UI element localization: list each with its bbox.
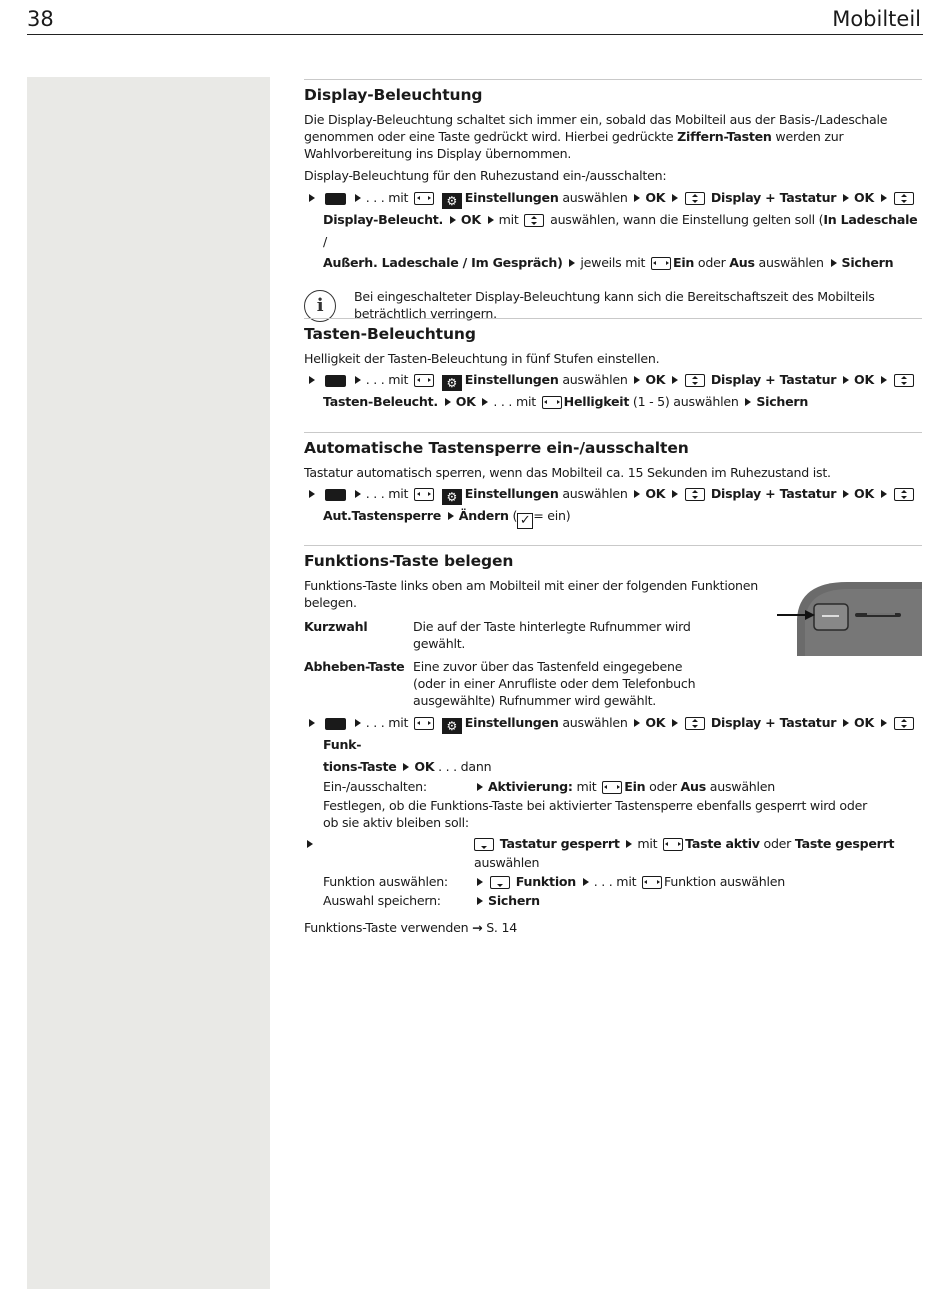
info-icon: i	[304, 290, 336, 322]
step-text: jeweils mit	[580, 255, 646, 270]
intro-part: Die Display-Beleuchtung schaltet sich immer ein, sobald das Mobilteil aus der Basis-/Ladeschale genommen oder eine Taste gedrückt wird. Hierbei gedrückte	[304, 112, 888, 144]
def-kurzwahl: Die auf der Taste hinterlegte Rufnummer wird gewählt.	[413, 619, 691, 651]
step-arrow-icon	[307, 840, 313, 848]
section-rule	[304, 79, 922, 80]
menu-key-icon	[325, 375, 346, 387]
step-text: auswählen	[562, 372, 628, 387]
intro-part: werden zur Wahlvorbereitung ins Display übernommen.	[304, 129, 844, 161]
bullet-arrow-icon	[309, 719, 315, 727]
step-text: . . . mit	[365, 715, 409, 730]
updown-key-icon	[685, 192, 705, 205]
step-arrow-icon	[477, 897, 483, 905]
ok-label: OK	[414, 758, 435, 774]
intro-text: Funktions-Taste links oben am Mobilteil mit einer der folgenden Funktionen belegen.	[304, 578, 759, 610]
leftright-key-icon	[602, 781, 622, 794]
step-arrow-icon	[745, 398, 751, 406]
menu-display-tastatur: Display + Tastatur	[710, 715, 837, 730]
settings-gear-icon: ⚙	[442, 193, 462, 209]
menu-item-display-beleucht: Display-Beleucht.	[323, 212, 444, 227]
step-text: oder	[649, 779, 677, 794]
menu-settings: Einstellungen	[464, 190, 559, 205]
handset-function-key-illustration	[777, 579, 922, 656]
step-arrow-icon	[569, 259, 575, 267]
step-text: mit	[637, 836, 658, 851]
step-arrow-icon	[843, 194, 849, 202]
option-in-ladeschale: In Ladeschale	[823, 212, 918, 227]
step-text: auswählen	[758, 255, 824, 270]
menu-settings: Einstellungen	[464, 715, 559, 730]
menu-key-icon	[325, 193, 346, 205]
separator: /	[323, 233, 327, 249]
menu-key-icon	[325, 489, 346, 501]
festlegen-text: Festlegen, ob die Funktions-Taste bei aktivierter Tastensperre ebenfalls gesperrt wird oder ob sie aktiv bleiben soll:	[323, 798, 868, 830]
nav-key-icon	[414, 192, 434, 205]
row-value	[474, 891, 540, 910]
step-arrow-icon	[634, 376, 640, 384]
ok-label: OK	[854, 486, 874, 501]
menu-key-icon	[325, 718, 346, 730]
leftright-key-icon	[542, 396, 562, 409]
step-arrow-icon	[672, 376, 678, 384]
down-key-icon	[490, 876, 510, 889]
step-arrow-icon	[672, 194, 678, 202]
section-rule	[304, 318, 922, 319]
menu-path	[304, 369, 922, 413]
settings-gear-icon: ⚙	[442, 375, 462, 391]
row-label: Ein-/ausschalten:	[323, 779, 427, 794]
down-key-icon	[474, 838, 494, 851]
chapter-title: Mobilteil	[832, 7, 921, 31]
handset-illustration-svg	[777, 579, 922, 656]
updown-key-icon	[685, 374, 705, 387]
ok-label: OK	[645, 486, 666, 501]
step-arrow-icon	[450, 216, 456, 224]
section-heading: Tasten-Beleuchtung	[304, 325, 476, 343]
updown-key-icon	[894, 717, 914, 730]
leftright-key-icon	[663, 838, 683, 851]
menu-display-tastatur: Display + Tastatur	[710, 190, 837, 205]
reference-text: Funktions-Taste verwenden	[304, 920, 469, 935]
option-aktivierung: Aktivierung:	[488, 779, 573, 794]
step-text: = ein)	[533, 508, 571, 523]
intro-text	[304, 111, 922, 162]
step-text: . . . mit	[365, 486, 409, 501]
bullet-arrow-icon	[309, 194, 315, 202]
step-arrow-icon	[634, 719, 640, 727]
bullet-arrow-icon	[309, 376, 315, 384]
step-text: . . . mit	[365, 372, 409, 387]
settings-gear-icon: ⚙	[442, 718, 462, 734]
section-tasten-beleuchtung	[304, 318, 922, 413]
section-display-beleuchtung	[304, 79, 922, 322]
cross-reference[interactable]	[304, 919, 922, 936]
row-label: Funktion auswählen:	[323, 874, 448, 889]
step-text: auswählen	[562, 715, 628, 730]
section-rule	[304, 432, 922, 433]
row-ein-ausschalten	[323, 777, 922, 796]
section-rule	[304, 545, 922, 546]
value-aus: Aus	[729, 255, 755, 270]
menu-item-aut-tastensperre: Aut.Tastensperre	[323, 508, 442, 523]
section-heading: Automatische Tastensperre ein-/ausschalten	[304, 439, 689, 457]
ok-label: OK	[460, 212, 481, 227]
step-arrow-icon	[355, 376, 361, 384]
step-arrow-icon	[881, 719, 887, 727]
row-tastatur-gesperrt	[323, 834, 922, 872]
updown-key-icon	[894, 374, 914, 387]
page-number: 38	[27, 7, 54, 31]
option-funktion: Funktion	[515, 874, 577, 889]
nav-key-icon	[414, 717, 434, 730]
step-text: . . . mit	[365, 190, 409, 205]
step-arrow-icon	[355, 719, 361, 727]
step-text: auswählen	[562, 190, 628, 205]
step-arrow-icon	[881, 194, 887, 202]
step-arrow-icon	[477, 783, 483, 791]
step-arrow-icon	[634, 490, 640, 498]
step-arrow-icon	[881, 376, 887, 384]
section-tastensperre	[304, 432, 922, 529]
aendern-label: Ändern	[458, 508, 509, 523]
menu-path	[304, 187, 922, 274]
menu-item-funktions-taste: Funk-	[323, 737, 362, 752]
step-text: auswählen, wann die Einstellung gelten soll (	[550, 212, 824, 227]
step-arrow-icon	[843, 719, 849, 727]
ok-label: OK	[854, 715, 874, 730]
menu-path	[304, 712, 922, 777]
step-text: oder	[697, 255, 726, 270]
nav-key-icon	[414, 374, 434, 387]
term-kurzwahl: Kurzwahl	[304, 619, 368, 634]
checkbox-checked-icon: ✓	[517, 513, 533, 529]
step-text: (1 - 5) auswählen	[632, 394, 739, 409]
menu-display-tastatur: Display + Tastatur	[710, 372, 837, 387]
intro-text: Helligkeit der Tasten-Beleuchtung in fünf Stufen einstellen.	[304, 351, 660, 366]
bullet-arrow-icon	[309, 490, 315, 498]
option-taste-gesperrt: Taste gesperrt	[794, 836, 895, 851]
menu-item-funktions-taste: tions-Taste	[323, 758, 397, 774]
step-text: . . . mit	[593, 874, 637, 889]
menu-item-tasten-beleucht: Tasten-Beleucht.	[323, 394, 438, 409]
info-text: Bei eingeschalteter Display-Beleuchtung kann sich die Bereitschaftszeit des Mobilteils beträchtlich verringern.	[354, 288, 875, 321]
menu-display-tastatur: Display + Tastatur	[710, 486, 837, 501]
step-text: . . . dann	[438, 758, 492, 774]
save-label: Sichern	[756, 394, 809, 409]
value-ein: Ein	[624, 779, 646, 794]
step-arrow-icon	[482, 398, 488, 406]
step-arrow-icon	[488, 216, 494, 224]
step-text: oder	[763, 836, 792, 851]
step-arrow-icon	[881, 490, 887, 498]
step-text: auswählen	[474, 855, 540, 870]
step-arrow-icon	[672, 490, 678, 498]
save-label: Sichern	[841, 255, 894, 270]
menu-settings: Einstellungen	[464, 372, 559, 387]
ok-label: OK	[645, 372, 666, 387]
ok-label: OK	[854, 190, 874, 205]
section-heading: Funktions-Taste belegen	[304, 552, 514, 570]
settings-gear-icon: ⚙	[442, 489, 462, 505]
row-value	[474, 872, 785, 891]
row-value	[474, 777, 775, 796]
ok-label: OK	[854, 372, 874, 387]
step-text: auswählen	[562, 486, 628, 501]
step-arrow-icon	[843, 490, 849, 498]
value-aus: Aus	[680, 779, 706, 794]
row-funktion-auswaehlen	[323, 872, 922, 891]
step-text: auswählen	[709, 779, 776, 794]
sidebar-panel	[27, 77, 270, 1289]
step-arrow-icon	[448, 512, 454, 520]
intro-text: Tastatur automatisch sperren, wenn das Mobilteil ca. 15 Sekunden im Ruhezustand ist.	[304, 465, 831, 480]
ok-label: OK	[645, 715, 666, 730]
step-arrow-icon	[843, 376, 849, 384]
step-arrow-icon	[445, 398, 451, 406]
step-text: . . . mit	[493, 394, 536, 409]
save-label: Sichern	[488, 893, 540, 908]
menu-path	[304, 483, 922, 529]
header-rule	[27, 34, 923, 35]
step-arrow-icon	[672, 719, 678, 727]
definition-list	[304, 658, 922, 709]
step-arrow-icon	[634, 194, 640, 202]
intro-bold: Ziffern-Tasten	[677, 129, 772, 144]
option-ausserh-ladeschale: Außerh. Ladeschale / Im Gespräch)	[323, 255, 563, 270]
section-heading: Display-Beleuchtung	[304, 86, 483, 104]
option-list	[304, 777, 922, 910]
step-arrow-icon	[583, 878, 589, 886]
updown-key-icon	[685, 488, 705, 501]
leftright-key-icon	[642, 876, 662, 889]
row-label: Auswahl speichern:	[323, 893, 441, 908]
updown-key-icon	[524, 214, 544, 227]
step-text: mit	[576, 779, 597, 794]
step-arrow-icon	[626, 840, 632, 848]
updown-key-icon	[685, 717, 705, 730]
step-text: Funktion auswählen	[664, 874, 785, 889]
step-arrow-icon	[355, 194, 361, 202]
def-abheben: Eine zuvor über das Tastenfeld eingegebene (oder in einer Anrufliste oder dem Telefonbuch ausgewählte) Rufnummer wird gewählt.	[413, 659, 696, 708]
option-tastatur-gesperrt: Tastatur gesperrt	[499, 836, 620, 851]
ok-label: OK	[645, 190, 666, 205]
paren: (	[512, 508, 518, 523]
leftright-key-icon	[651, 257, 671, 270]
term-abheben: Abheben-Taste	[304, 659, 405, 674]
step-arrow-icon	[355, 490, 361, 498]
option-helligkeit: Helligkeit	[563, 394, 630, 409]
updown-key-icon	[894, 488, 914, 501]
option-taste-aktiv: Taste aktiv	[685, 836, 760, 851]
step-arrow-icon	[831, 259, 837, 267]
menu-settings: Einstellungen	[464, 486, 559, 501]
value-ein: Ein	[672, 255, 695, 270]
step-arrow-icon	[403, 763, 409, 771]
step-arrow-icon	[477, 878, 483, 886]
instruction-text: Display-Beleuchtung für den Ruhezustand ein-/ausschalten:	[304, 168, 667, 183]
row-auswahl-speichern	[323, 891, 922, 910]
reference-page: S. 14	[486, 920, 517, 935]
step-text: mit	[498, 212, 519, 227]
info-note	[304, 288, 922, 322]
ok-label: OK	[455, 394, 476, 409]
nav-key-icon	[414, 488, 434, 501]
updown-key-icon	[894, 192, 914, 205]
reference-arrow-icon: →	[472, 920, 483, 935]
